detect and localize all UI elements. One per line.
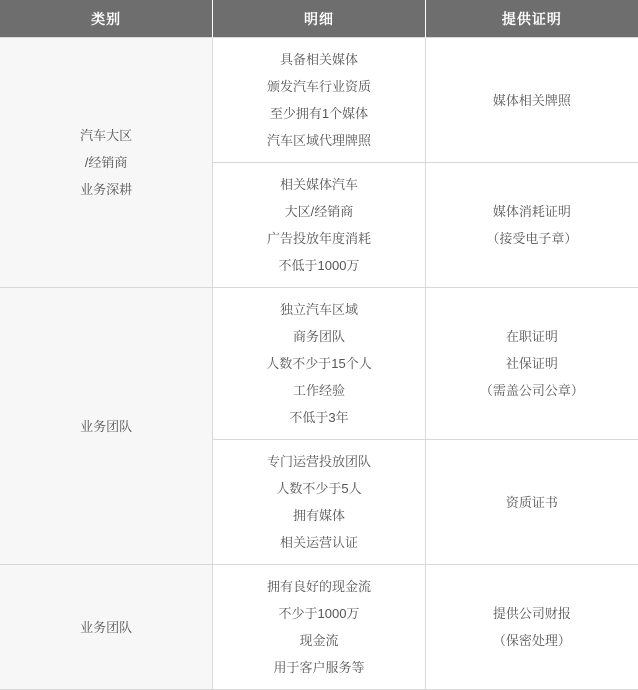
category-line: 业务深耕 bbox=[80, 182, 133, 197]
detail-cell bbox=[213, 163, 426, 288]
detail-line: 不少于1000万 bbox=[278, 606, 360, 621]
detail-line: 独立汽车区域 bbox=[279, 302, 358, 317]
detail-line: 不低于3年 bbox=[289, 410, 349, 425]
detail-line: 拥有媒体 bbox=[292, 508, 345, 523]
proof-line: （需盖公司公章） bbox=[479, 383, 584, 398]
table-header-row bbox=[0, 0, 638, 38]
detail-cell bbox=[213, 565, 426, 690]
detail-line: 相关运营认证 bbox=[279, 535, 358, 550]
proof-line: 媒体消耗证明 bbox=[492, 204, 571, 219]
proof-cell bbox=[425, 565, 638, 690]
detail-line: 颁发汽车行业资质 bbox=[266, 79, 371, 94]
proof-cell bbox=[425, 38, 638, 163]
detail-line: 商务团队 bbox=[292, 329, 345, 344]
detail-line: 不低于1000万 bbox=[278, 258, 360, 273]
table-row bbox=[0, 565, 638, 690]
category-line: 业务团队 bbox=[80, 418, 133, 434]
proof-line: 提供公司财报 bbox=[492, 606, 571, 621]
proof-line: 媒体相关牌照 bbox=[492, 92, 571, 108]
detail-line: 人数不少于15个人 bbox=[266, 356, 372, 371]
proof-cell bbox=[425, 440, 638, 565]
detail-line: 工作经验 bbox=[292, 383, 345, 398]
detail-line: 具备相关媒体 bbox=[279, 52, 358, 67]
detail-line: 相关媒体汽车 bbox=[279, 177, 358, 192]
column-header-category: 类别 bbox=[0, 0, 213, 38]
table-row bbox=[0, 288, 638, 440]
table-header bbox=[0, 0, 638, 38]
category-cell bbox=[0, 38, 213, 288]
detail-line: 现金流 bbox=[299, 633, 339, 648]
proof-line: （接受电子章） bbox=[486, 231, 578, 246]
proof-line: 资质证书 bbox=[505, 494, 558, 510]
table-row bbox=[0, 38, 638, 163]
detail-cell bbox=[213, 440, 426, 565]
detail-line: 至少拥有1个媒体 bbox=[269, 106, 369, 121]
detail-line: 大区/经销商 bbox=[284, 204, 354, 219]
detail-line: 拥有良好的现金流 bbox=[266, 579, 371, 594]
detail-line: 专门运营投放团队 bbox=[266, 454, 371, 469]
category-line: /经销商 bbox=[84, 155, 128, 170]
proof-line: 在职证明 bbox=[505, 329, 558, 344]
detail-line: 汽车区域代理牌照 bbox=[266, 133, 371, 148]
category-line: 汽车大区 bbox=[80, 128, 133, 143]
column-header-detail: 明细 bbox=[213, 0, 426, 38]
proof-cell bbox=[425, 288, 638, 440]
detail-cell bbox=[213, 38, 426, 163]
column-header-proof: 提供证明 bbox=[425, 0, 638, 38]
category-cell bbox=[0, 288, 213, 565]
category-cell bbox=[0, 565, 213, 690]
proof-cell bbox=[425, 163, 638, 288]
detail-cell bbox=[213, 288, 426, 440]
detail-line: 用于客户服务等 bbox=[273, 660, 365, 675]
detail-line: 人数不少于5人 bbox=[276, 481, 362, 496]
category-line: 业务团队 bbox=[80, 619, 133, 635]
proof-line: （保密处理） bbox=[492, 633, 571, 648]
proof-line: 社保证明 bbox=[505, 356, 558, 371]
detail-line: 广告投放年度消耗 bbox=[266, 231, 371, 246]
table-body bbox=[0, 38, 638, 690]
